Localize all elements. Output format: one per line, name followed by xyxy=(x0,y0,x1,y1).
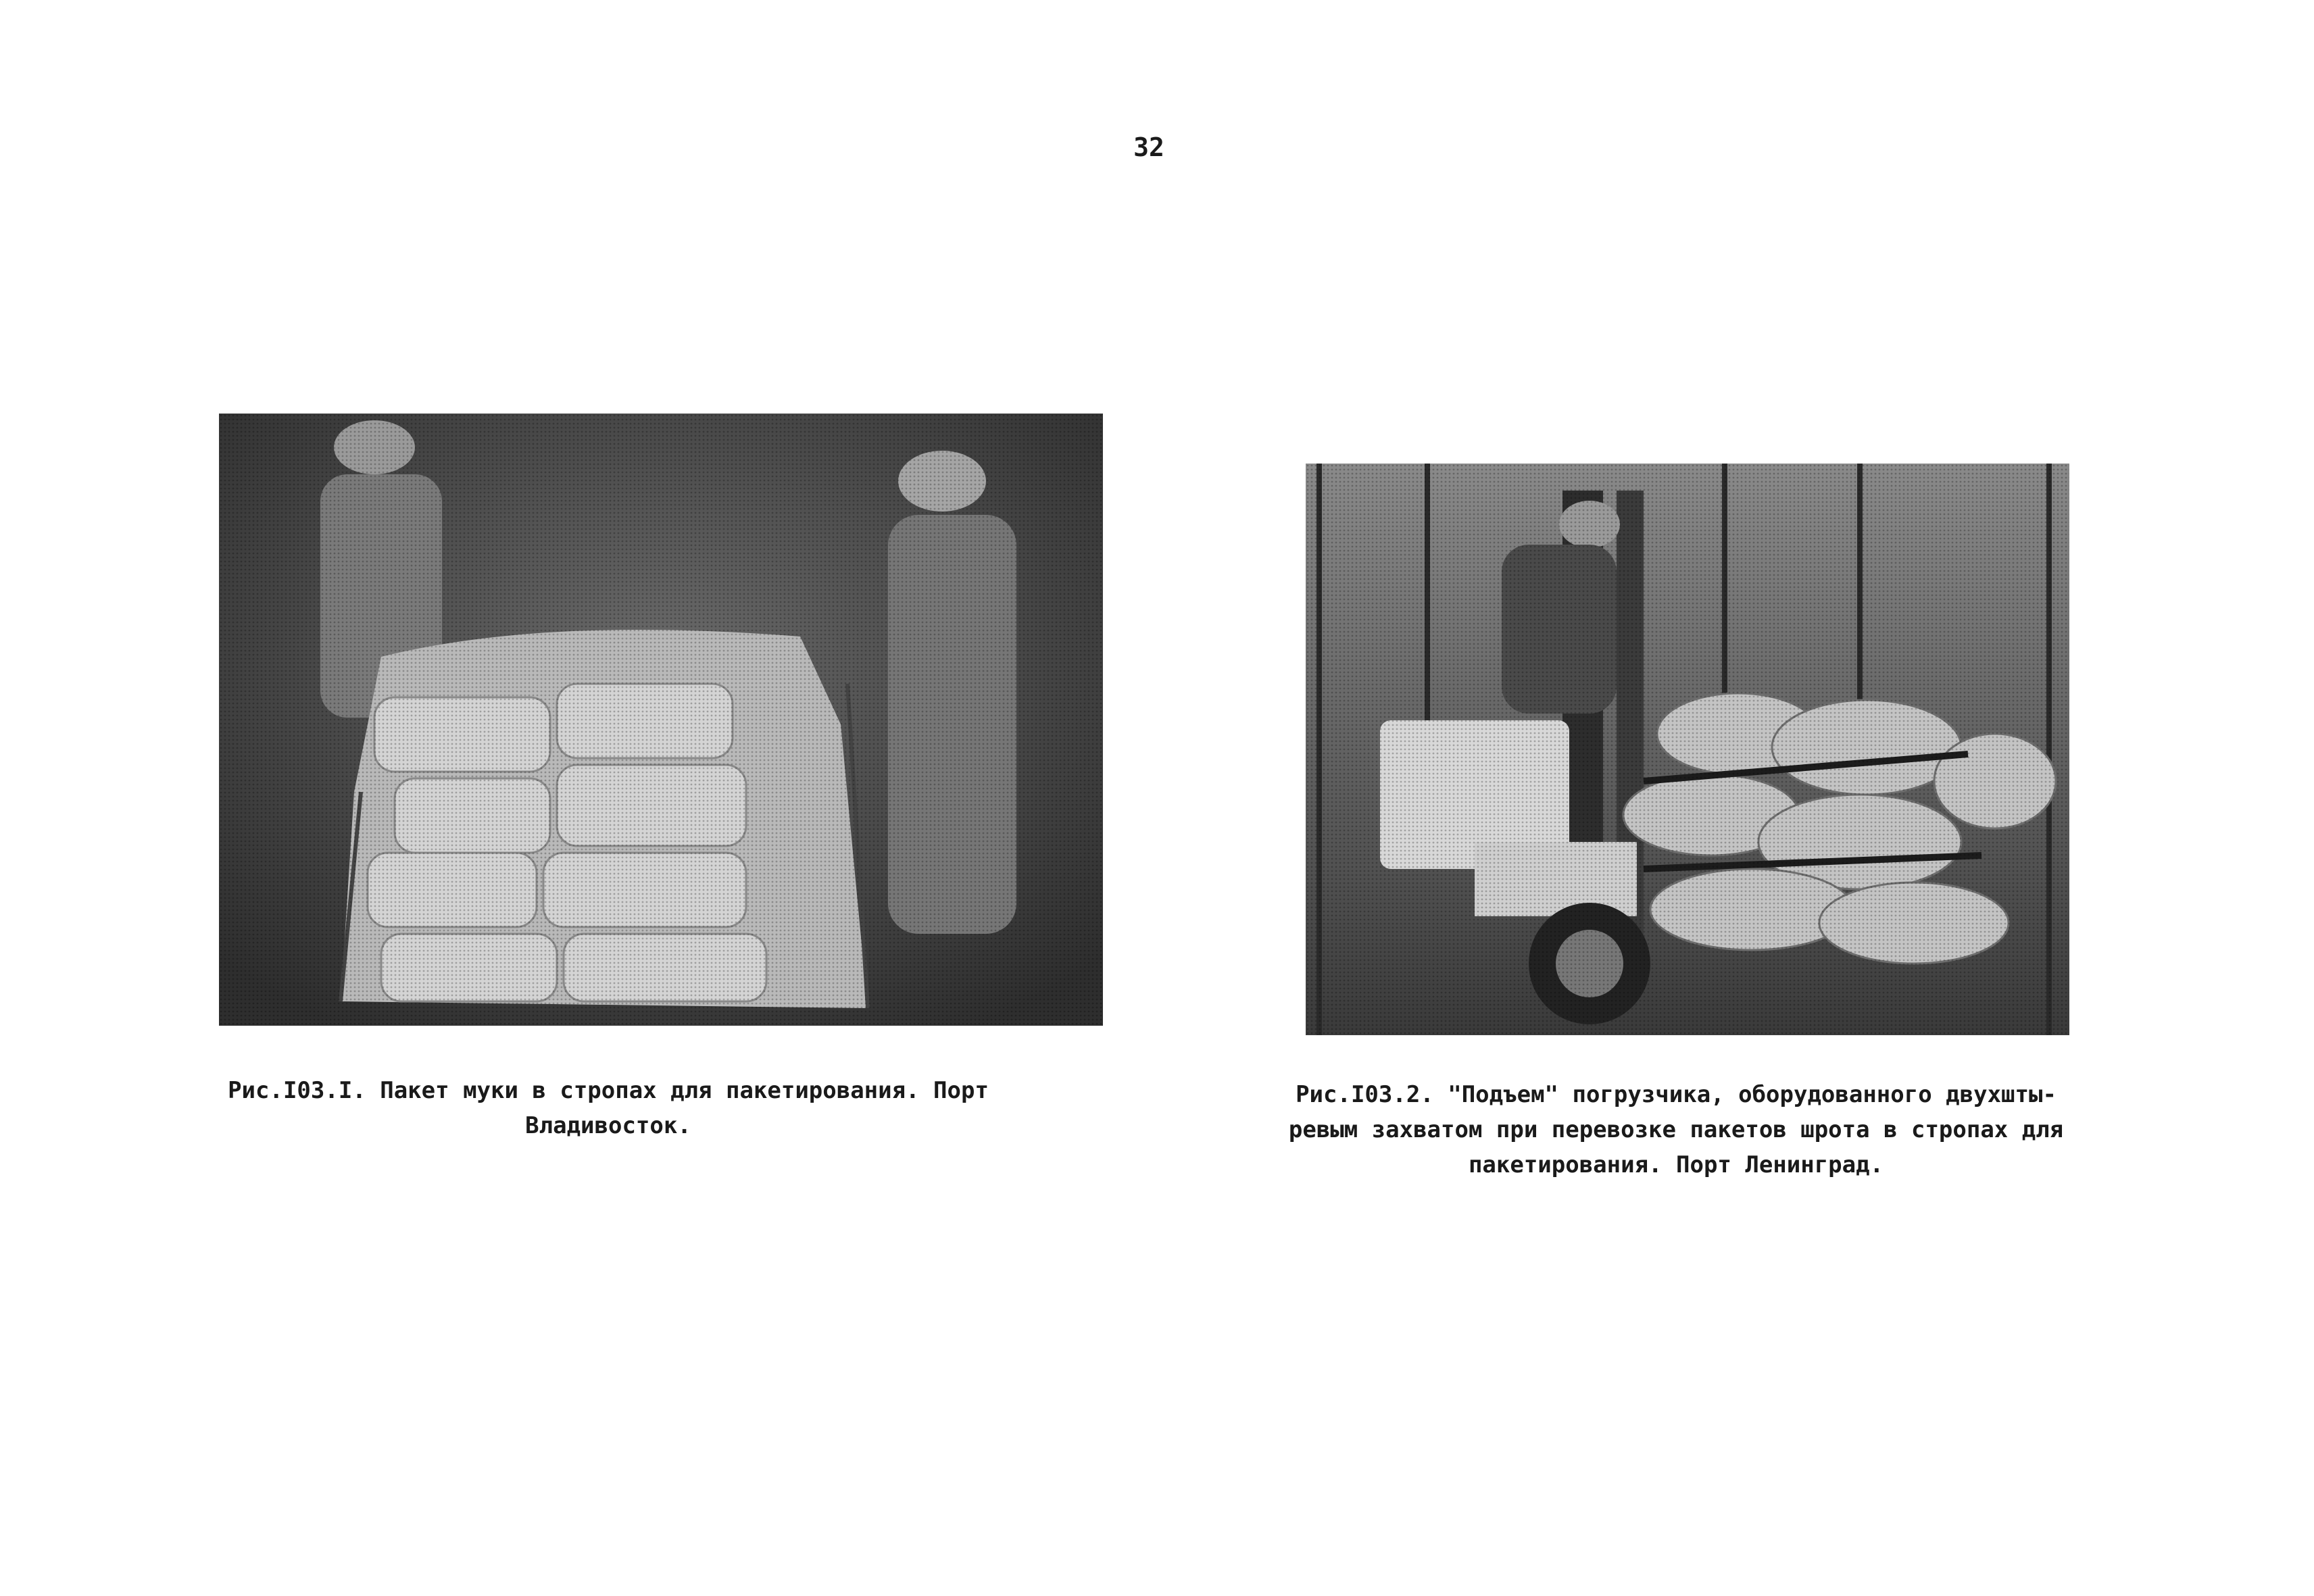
page-number: 32 xyxy=(1133,132,1164,162)
figure-caption-1 xyxy=(203,1073,1014,1143)
photo-forklift-meal-packages xyxy=(1306,464,2069,1035)
figure-caption-1-line-2: Владивосток. xyxy=(525,1112,691,1139)
photo-flour-bags-workers xyxy=(219,414,1103,1026)
figure-caption-2-line-2: ревым захватом при перевозке пакетов шрота в стропах для xyxy=(1288,1116,2064,1143)
figure-caption-1-line-1: Рис.I03.I. Пакет муки в стропах для пакетирования. Порт xyxy=(228,1077,989,1104)
figure-photo-flour-sling-package xyxy=(219,414,1103,1026)
figure-caption-2-line-3: пакетирования. Порт Ленинград. xyxy=(1468,1151,1884,1178)
figure-caption-2-line-1: Рис.I03.2. "Подъем" погрузчика, оборудованного двухшты- xyxy=(1296,1081,2057,1108)
figure-photo-forklift-lift xyxy=(1306,464,2069,1035)
figure-caption-2 xyxy=(1257,1077,2095,1182)
